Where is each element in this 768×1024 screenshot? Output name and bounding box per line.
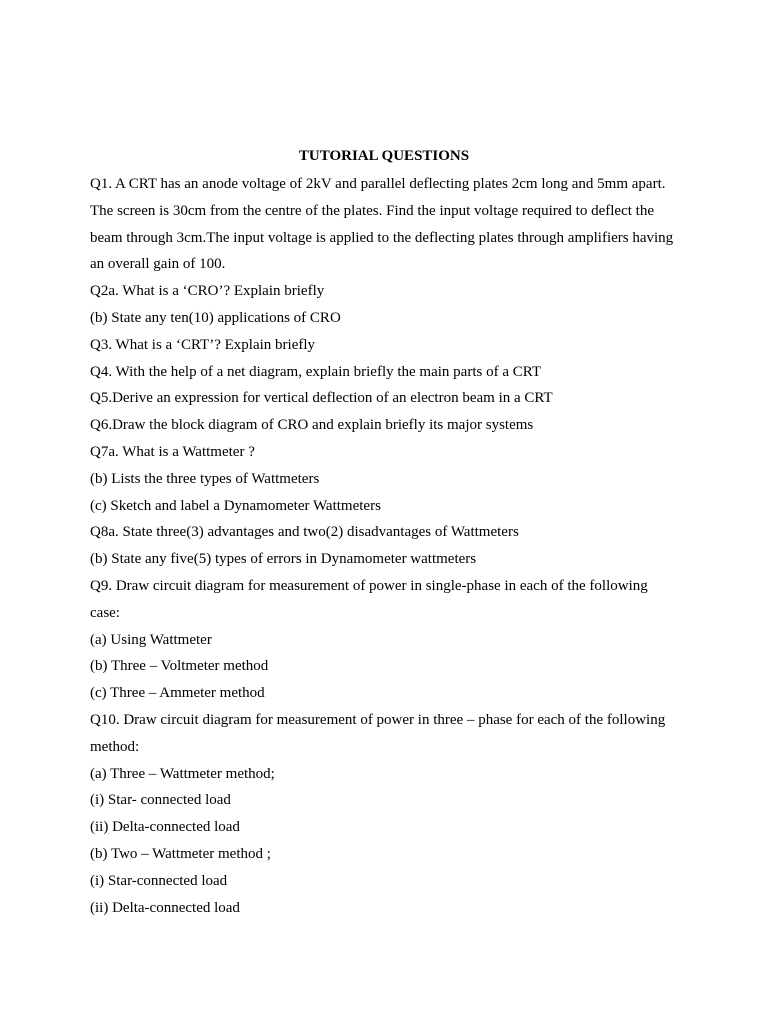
text-line: Q1. A CRT has an anode voltage of 2kV and parallel deflecting plates 2cm long and 5mm apart. (90, 176, 666, 192)
text-line: case: (90, 604, 120, 621)
document-title: TUTORIAL QUESTIONS (298, 148, 470, 164)
text-line: The screen is 30cm from the centre of the plates. Find the input voltage required to deflect the (90, 202, 654, 219)
text-line: (b) State any ten(10) applications of CRO (90, 309, 341, 326)
text-line: Q3. What is a ‘CRT’? Explain briefly (90, 336, 316, 353)
text-line: (ii) Delta-connected load (90, 899, 240, 916)
text-line: (b) Three – Voltmeter method (90, 658, 269, 675)
text-line: an overall gain of 100. (90, 256, 226, 273)
text-line: (ii) Delta-connected load (90, 819, 240, 836)
text-line: Q8a. State three(3) advantages and two(2) disadvantages of Wattmeters (90, 524, 519, 541)
text-line: (b) State any five(5) types of errors in Dynamometer wattmeters (90, 551, 477, 568)
text-line: (c) Sketch and label a Dynamometer Wattmeters (90, 497, 381, 514)
text-line: Q6.Draw the block diagram of CRO and explain briefly its major systems (90, 417, 534, 434)
text-line: Q2a. What is a ‘CRO’? Explain briefly (90, 283, 325, 300)
text-line: (i) Star-connected load (90, 872, 228, 889)
text-line: Q4. With the help of a net diagram, explain briefly the main parts of a CRT (90, 363, 542, 380)
document-body (90, 171, 690, 921)
text-line: (b) Two – Wattmeter method ; (90, 845, 271, 862)
text-line: Q7a. What is a Wattmeter ? (90, 443, 255, 460)
text-line: method: (90, 738, 140, 755)
text-line: Q9. Draw circuit diagram for measurement of power in single-phase in each of the following (90, 577, 648, 594)
text-line: (a) Three – Wattmeter method; (90, 765, 275, 782)
text-line: (a) Using Wattmeter (90, 631, 212, 648)
text-line: beam through 3cm.The input voltage is applied to the deflecting plates through amplifiers having (90, 229, 674, 246)
text-line: Q5.Derive an expression for vertical deflection of an electron beam in a CRT (90, 390, 553, 407)
text-line: Q10. Draw circuit diagram for measurement of power in three – phase for each of the following (90, 711, 666, 728)
text-line: (c) Three – Ammeter method (90, 685, 265, 702)
text-line: (i) Star- connected load (90, 792, 231, 809)
text-line: (b) Lists the three types of Wattmeters (90, 470, 320, 487)
